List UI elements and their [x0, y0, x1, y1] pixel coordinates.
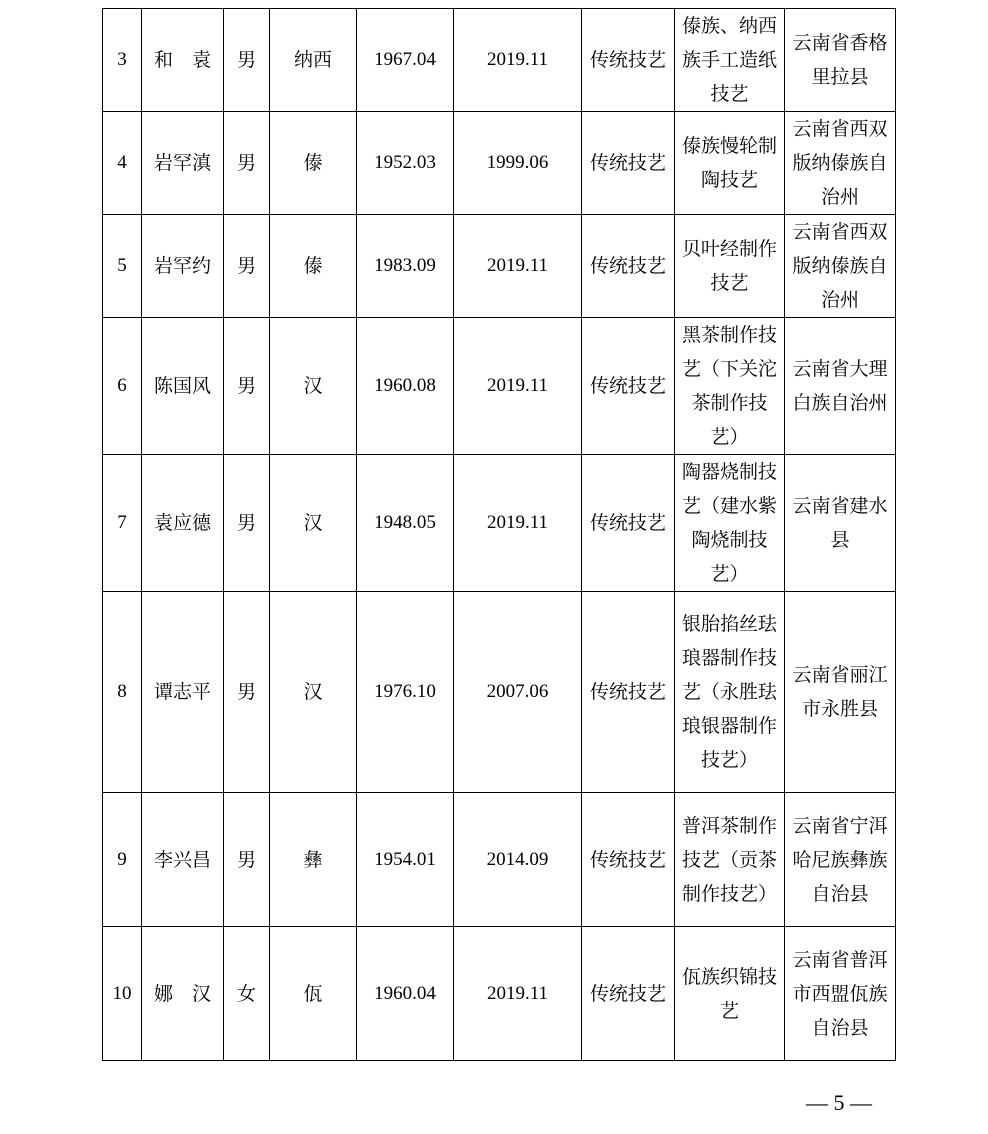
- cell-listed: 2007.06: [454, 592, 582, 793]
- cell-region: 云南省宁洱哈尼族彝族自治县: [785, 793, 896, 927]
- cell-category: 传统技艺: [582, 112, 675, 215]
- cell-gender: 男: [224, 215, 270, 318]
- cell-gender: 男: [224, 455, 270, 592]
- cell-region: 云南省普洱市西盟佤族自治县: [785, 927, 896, 1061]
- cell-category: 传统技艺: [582, 793, 675, 927]
- cell-region: 云南省建水县: [785, 455, 896, 592]
- cell-birth: 1976.10: [357, 592, 454, 793]
- cell-gender: 男: [224, 592, 270, 793]
- cell-project: 佤族织锦技艺: [675, 927, 785, 1061]
- cell-birth: 1948.05: [357, 455, 454, 592]
- cell-name: 李兴昌: [142, 793, 224, 927]
- cell-category: 传统技艺: [582, 9, 675, 112]
- cell-birth: 1983.09: [357, 215, 454, 318]
- cell-index: 9: [103, 793, 142, 927]
- cell-category: 传统技艺: [582, 215, 675, 318]
- cell-ethnicity: 汉: [270, 455, 357, 592]
- cell-name: 袁应德: [142, 455, 224, 592]
- cell-region: 云南省香格里拉县: [785, 9, 896, 112]
- cell-ethnicity: 傣: [270, 112, 357, 215]
- cell-listed: 2019.11: [454, 9, 582, 112]
- cell-project: 黑茶制作技艺（下关沱茶制作技艺）: [675, 318, 785, 455]
- table-row: [103, 9, 896, 112]
- cell-listed: 2019.11: [454, 455, 582, 592]
- inheritors-table: [102, 8, 896, 1061]
- cell-listed: 2019.11: [454, 927, 582, 1061]
- cell-ethnicity: 汉: [270, 318, 357, 455]
- table-row: [103, 318, 896, 455]
- cell-gender: 男: [224, 112, 270, 215]
- cell-category: 传统技艺: [582, 455, 675, 592]
- cell-project: 陶器烧制技艺（建水紫陶烧制技艺）: [675, 455, 785, 592]
- cell-region: 云南省西双版纳傣族自治州: [785, 215, 896, 318]
- cell-index: 6: [103, 318, 142, 455]
- cell-gender: 女: [224, 927, 270, 1061]
- cell-birth: 1967.04: [357, 9, 454, 112]
- cell-listed: 2019.11: [454, 215, 582, 318]
- table-row: [103, 592, 896, 793]
- cell-birth: 1960.04: [357, 927, 454, 1061]
- table-row: [103, 215, 896, 318]
- cell-index: 5: [103, 215, 142, 318]
- cell-project: 傣族慢轮制陶技艺: [675, 112, 785, 215]
- cell-ethnicity: 傣: [270, 215, 357, 318]
- cell-project: 贝叶经制作技艺: [675, 215, 785, 318]
- cell-category: 传统技艺: [582, 592, 675, 793]
- cell-listed: 2019.11: [454, 318, 582, 455]
- cell-gender: 男: [224, 318, 270, 455]
- cell-name: 陈国风: [142, 318, 224, 455]
- cell-region: 云南省西双版纳傣族自治州: [785, 112, 896, 215]
- cell-ethnicity: 彝: [270, 793, 357, 927]
- cell-region: 云南省大理白族自治州: [785, 318, 896, 455]
- cell-ethnicity: 纳西: [270, 9, 357, 112]
- cell-birth: 1954.01: [357, 793, 454, 927]
- cell-index: 10: [103, 927, 142, 1061]
- cell-project: 银胎掐丝珐琅器制作技艺（永胜珐琅银器制作技艺）: [675, 592, 785, 793]
- cell-category: 传统技艺: [582, 927, 675, 1061]
- table-row: [103, 455, 896, 592]
- cell-name: 娜 汉: [142, 927, 224, 1061]
- cell-name: 和 袁: [142, 9, 224, 112]
- cell-index: 7: [103, 455, 142, 592]
- cell-birth: 1960.08: [357, 318, 454, 455]
- table-row: [103, 927, 896, 1061]
- cell-name: 谭志平: [142, 592, 224, 793]
- cell-region: 云南省丽江市永胜县: [785, 592, 896, 793]
- cell-project: 傣族、纳西族手工造纸技艺: [675, 9, 785, 112]
- cell-index: 4: [103, 112, 142, 215]
- cell-name: 岩罕约: [142, 215, 224, 318]
- cell-gender: 男: [224, 793, 270, 927]
- cell-birth: 1952.03: [357, 112, 454, 215]
- page-number: — 5 —: [806, 1090, 872, 1115]
- cell-listed: 2014.09: [454, 793, 582, 927]
- table-row: [103, 793, 896, 927]
- cell-index: 3: [103, 9, 142, 112]
- cell-index: 8: [103, 592, 142, 793]
- cell-project: 普洱茶制作技艺（贡茶制作技艺）: [675, 793, 785, 927]
- table-row: [103, 112, 896, 215]
- cell-gender: 男: [224, 9, 270, 112]
- cell-category: 传统技艺: [582, 318, 675, 455]
- cell-ethnicity: 佤: [270, 927, 357, 1061]
- cell-name: 岩罕滇: [142, 112, 224, 215]
- cell-ethnicity: 汉: [270, 592, 357, 793]
- cell-listed: 1999.06: [454, 112, 582, 215]
